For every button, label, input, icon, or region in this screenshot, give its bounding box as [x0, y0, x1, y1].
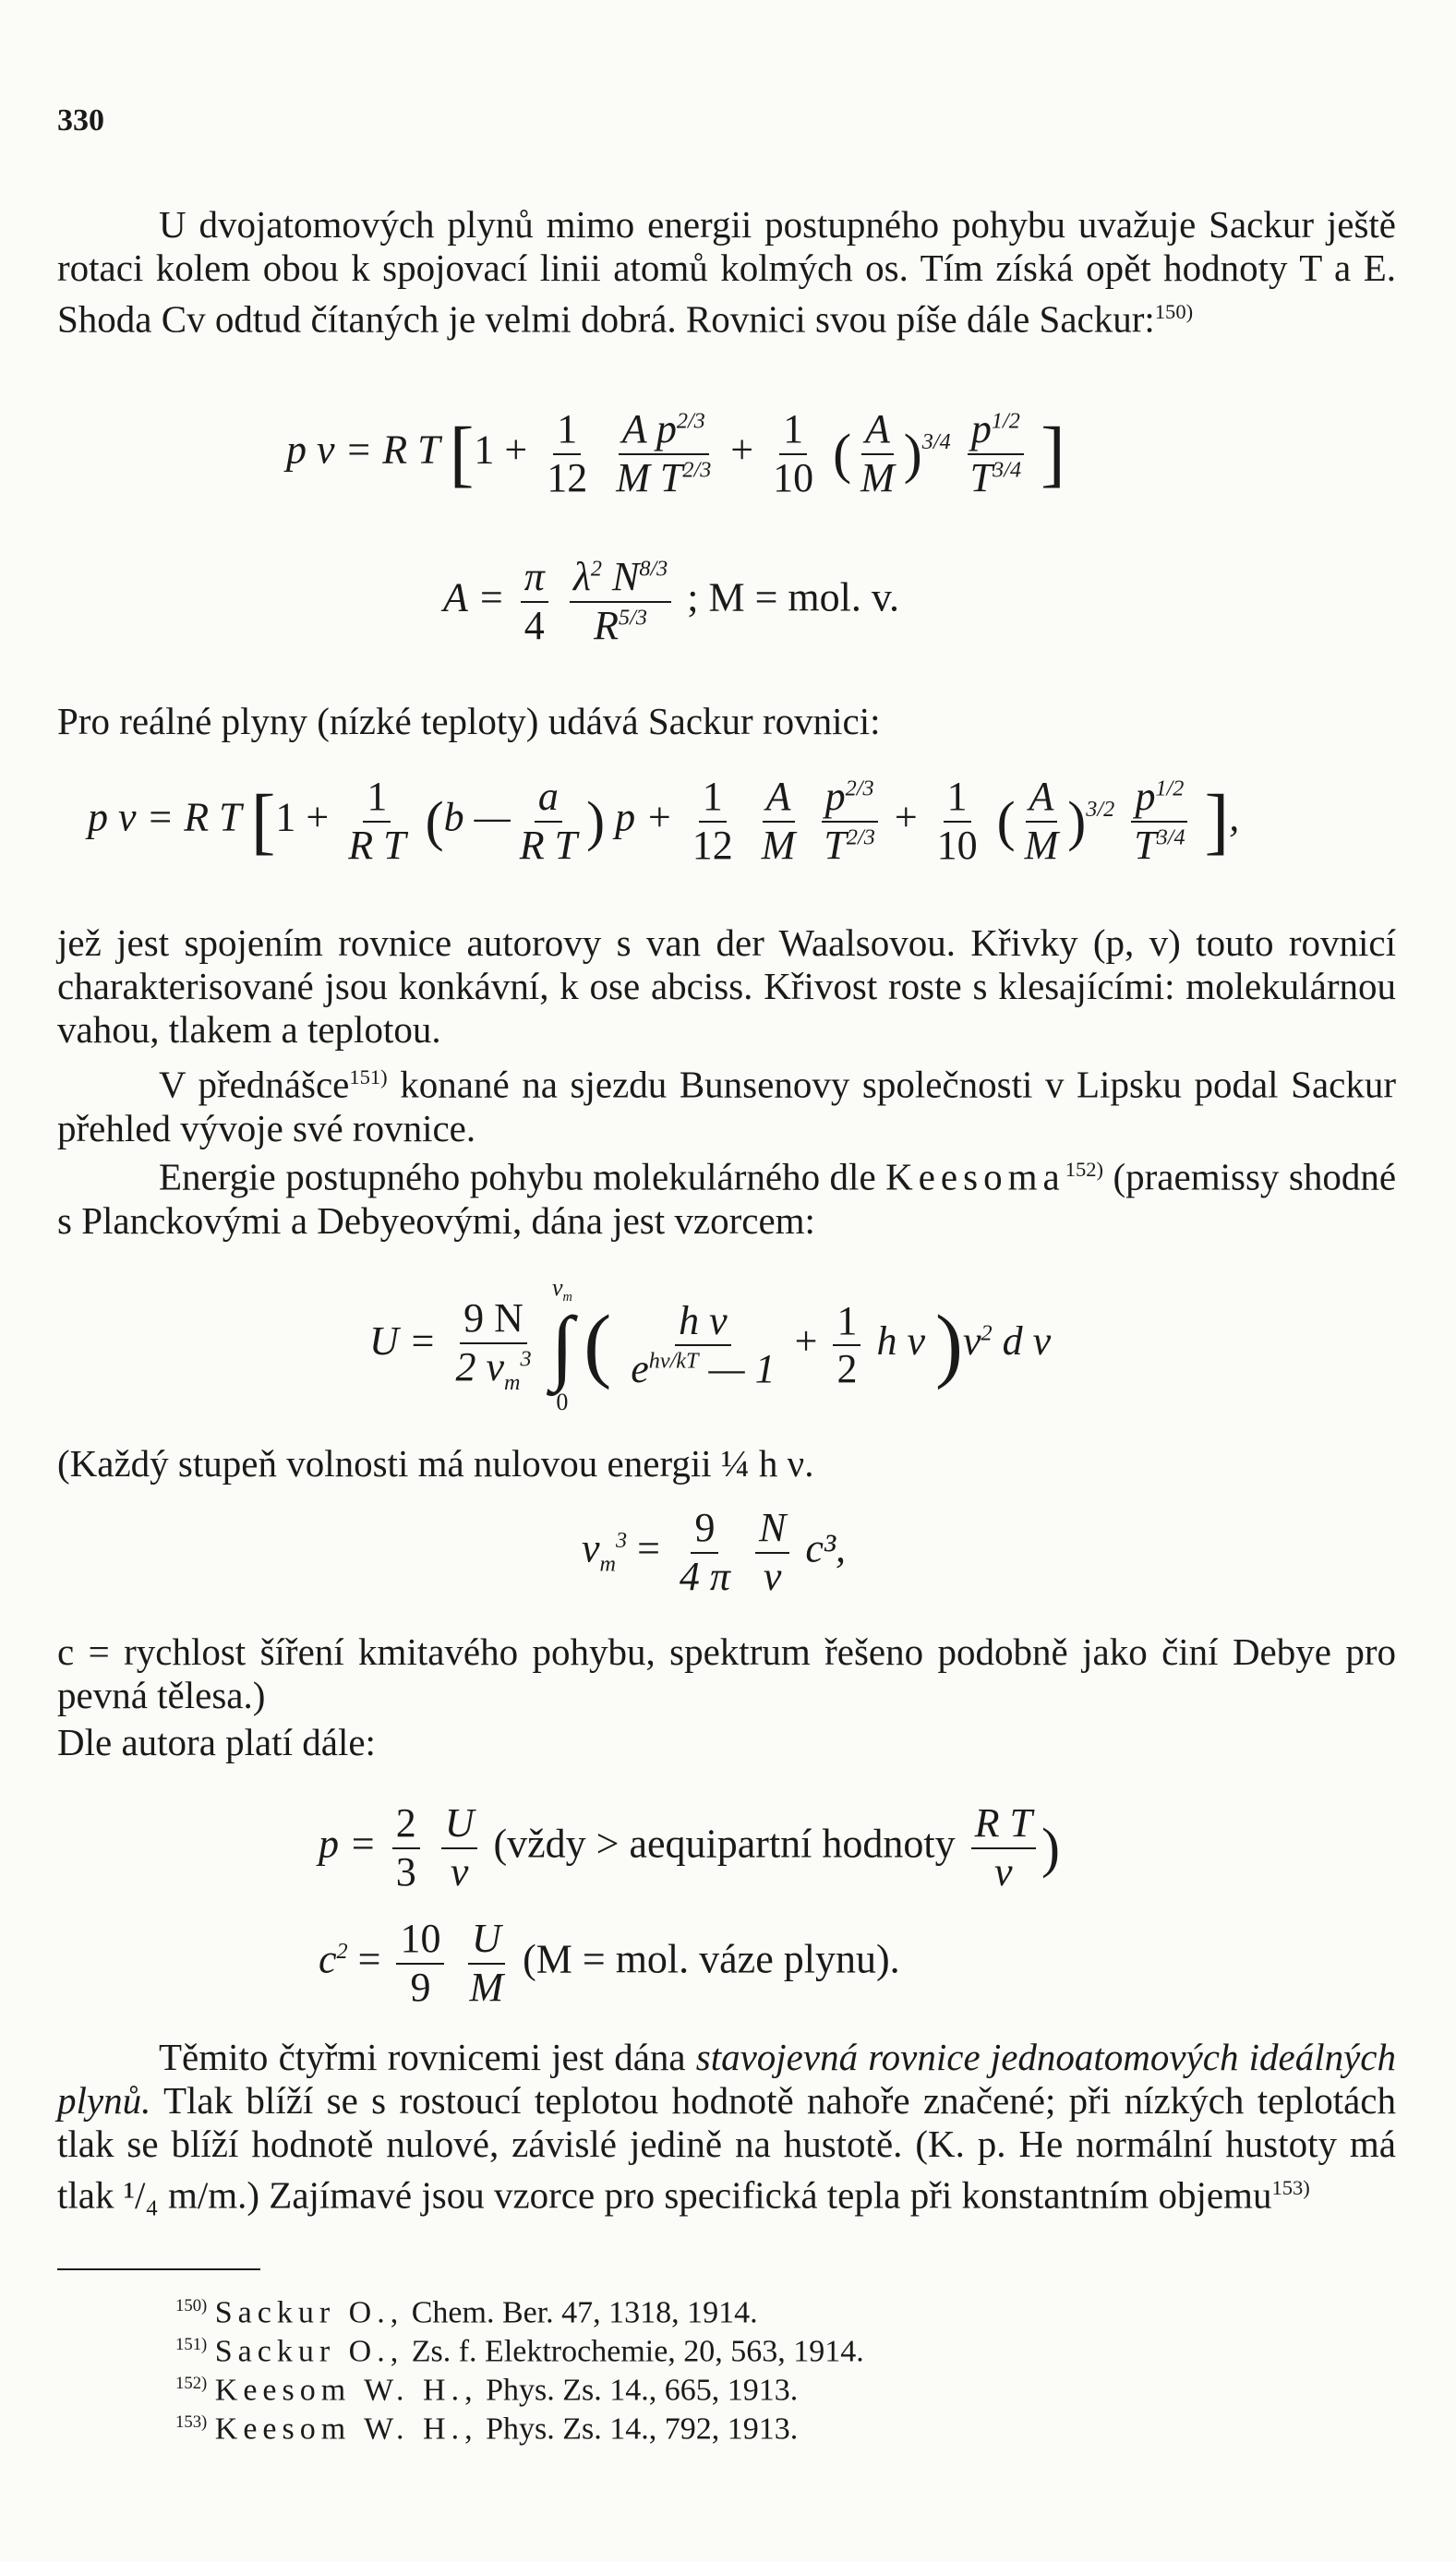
paragraph-text: jež jest spojením rovnice autorovy s van der Waalsovou. Křivky (p, v) touto rovnicí charakterisované jsou konkávní, k ose abciss. Křivost roste s klesajícími: molekulárnou vahou, tlakem a teplotou.	[57, 921, 1396, 1051]
footnote-ref: 152)	[1065, 1158, 1104, 1181]
frac-den: 12	[547, 454, 588, 500]
frac-den: 10	[773, 454, 814, 500]
frac-num: 1	[553, 406, 581, 455]
frac-num: 2	[392, 1800, 420, 1849]
frac-den: 4	[523, 602, 545, 648]
paragraph-wave-speed	[57, 1630, 1396, 1717]
paragraph-text: Dle autora platí dále:	[57, 1721, 376, 1763]
author-name: Keesoma	[885, 1155, 1065, 1198]
paragraph-text: c = rychlost šíření kmitavého pohybu, spektrum řešeno podobně jako činí Debye pro pevná tělesa.)	[57, 1630, 1396, 1716]
footnote-ref: 153)	[1271, 2176, 1310, 2199]
paragraph-lecture: V přednášce$^{151)}$ konané na sjezdu Bunsenovy společnosti v Lipsku podal Sackur přehled vývoje své rovnice.	[57, 1063, 1396, 1149]
frac-den: 3	[395, 1848, 416, 1894]
frac-num: π	[521, 554, 548, 603]
equation-speed: $c^2$ = $\frac{10}{9}$ $\frac{U}{M}$ (M = mol. váze plynu).	[319, 1916, 900, 2010]
paragraph-sackur-diatomic	[57, 203, 1396, 342]
footnote-ref: 151)	[349, 1065, 388, 1089]
equation-text: (M = mol. váze plynu).	[523, 1936, 900, 1982]
frac-den: 9	[410, 1964, 431, 2010]
paragraph-keesom: Energie postupného pohybu molekulárného dle Keesoma$^{152)}$ (praemissy shodné s Planckovými a Debyeovými, dána jest vzorcem:	[57, 1155, 1397, 1242]
equation-energy-integral: U = $\frac{9 N}{2 \nu_m^3}$ $\nu_m$ ∫ 0 ( $\frac{\text{h ν}}{e^{h\nu/kT} — 1}$ + $\frac{1}{2}$ h ν )$\nu^2$ d ν	[369, 1274, 1052, 1416]
footnote: $^{152)}$ Keesom W. H., Phys. Zs. 14., 665, 1913.	[175, 2373, 799, 2408]
equation-sackur-real: p v = R T [1 + $\frac{1}{\text{R T}}$ (b — $\frac{a}{\text{R T}}$ ) p + $\frac{1}{12}$ $\frac{A}{M}$ $\frac{p^{2/3}}{T^{2/3}}$ + $\frac{1}{10}$ ( $\frac{A}{M}$ )$^{3/2}$ $\frac{p^{1/2}}{T^{3/4}}$ ],	[88, 774, 1240, 868]
footnote-ref: 150)	[1154, 300, 1194, 323]
emphasis: stavojevná rovnice jednoatomových ideálných plynů.	[57, 2036, 1397, 2122]
footnote: $^{150)}$ Sackur O., Chem. Ber. 47, 1318, 1914.	[175, 2295, 758, 2330]
frac-num: 9 N	[460, 1295, 527, 1344]
paragraph-waals	[57, 921, 1396, 1052]
paragraph-text: U dvojatomových plynů mimo energii postupného pohybu uvažuje Sackur ještě rotaci kolem obou k spojovací linii atomů kolmých os. Tím získá opět hodnoty T a E. Shoda Cv odtud čítaných je velmi dobrá. Rovnici svou píše dále Sackur:	[57, 203, 1396, 341]
page-number: 330	[57, 103, 104, 138]
equation-lhs: U =	[369, 1318, 437, 1365]
equation-lhs: p =	[319, 1821, 377, 1867]
equation-pressure: p = $\frac{2}{3}$ $\frac{U}{v}$ (vždy > aequipartní hodnoty $\frac{\text{R T}}{v}$ )	[319, 1800, 1060, 1894]
equation-sackur-ideal: p v = R T [1 + $\frac{1}{12}$ $\frac{A p^{2/3}}{M T^{2/3}}$ + $\frac{1}{10}$ ( $\frac{A}{M}$ )$^{3/4}$ $\frac{p^{1/2}}{T^{3/4}}$ ]	[286, 406, 1065, 500]
equation-lhs: A =	[443, 574, 505, 620]
footnote: $^{151)}$ Sackur O., Zs. f. Elektrochemie, 20, 563, 1914.	[175, 2334, 864, 2369]
equation-rhs: c³,	[805, 1525, 847, 1571]
equation-nu-max: $\nu_m^3$ = $\frac{9}{4 \pi}$ $\frac{N}{v}$ c³,	[582, 1505, 847, 1599]
footnote-divider	[57, 2268, 260, 2270]
equation-tail: ; M = mol. v.	[687, 574, 900, 620]
equation-lhs: p v = R T	[286, 427, 439, 473]
frac-num: 10	[396, 1916, 444, 1965]
equation-text: (vždy > aequipartní hodnoty	[493, 1821, 956, 1867]
paragraph-text: Pro reálné plyny (nízké teploty) udává Sackur rovnici:	[57, 700, 881, 742]
paragraph-zero-energy	[57, 1442, 1396, 1485]
paragraph-real-gases	[57, 700, 1396, 743]
footnote: $^{153)}$ Keesom W. H., Phys. Zs. 14., 792, 1913.	[175, 2412, 799, 2447]
paragraph-author-states	[57, 1721, 1396, 1764]
integral-lower: 0	[556, 1389, 569, 1416]
paragraph-state-equation: Těmito čtyřmi rovnicemi jest dána stavojevná rovnice jednoatomových ideálných plynů. Tlak blíží se s rostoucí teplotou hodnotě nahoře značené; při nízkých teplotách tlak se blíží hodnotě nulové, závislé jedině na hustotě. (K. p. He normální hustoty má tlak ¹/₄ m/m.) Zajímavé jsou vzorce pro specifická tepla při konstantním objemu$^{153)}$	[57, 2036, 1397, 2217]
equation-a-definition: A = $\frac{\pi}{4}$ $\frac{\lambda^2 N^{8/3}}{R^{5/3}}$ ; M = mol. v.	[443, 554, 900, 648]
frac-num: 1	[779, 406, 807, 455]
equation-lhs: p v = R T	[88, 794, 241, 840]
paragraph-text: (Každý stupeň volnosti má nulovou energii ¼ h ν.	[57, 1442, 814, 1485]
